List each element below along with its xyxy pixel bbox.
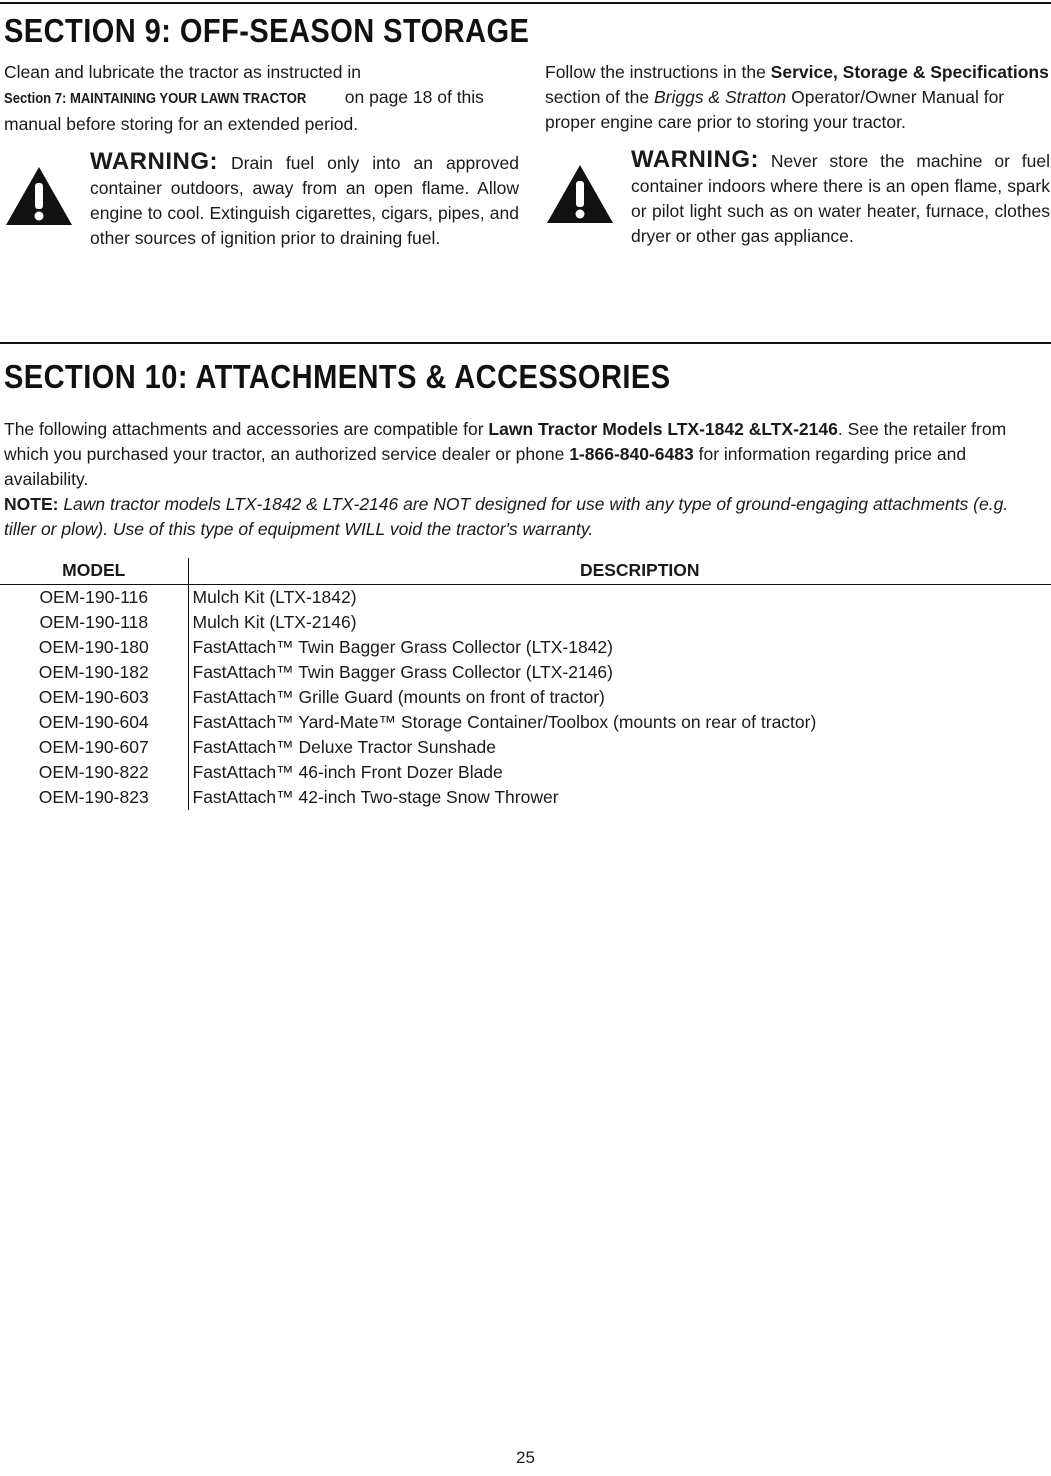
model-cell: OEM-190-182 [0,660,188,685]
section-9-title: SECTION 9: OFF-SEASON STORAGE [4,12,530,49]
table-row [0,660,1051,685]
section-7-reference: Section 7: MAINTAINING YOUR LAWN TRACTOR [4,91,307,107]
section-9-right-column [545,60,1050,249]
model-cell: OEM-190-607 [0,735,188,760]
model-cell: OEM-190-603 [0,685,188,710]
table-row [0,685,1051,710]
warning-triangle-icon [4,165,74,227]
table-row [0,710,1051,735]
description-cell: FastAttach™ Yard-Mate™ Storage Container/Toolbox (mounts on rear of tractor) [192,711,817,732]
model-cell: OEM-190-118 [0,610,188,635]
model-column-header: MODEL [0,558,188,584]
phone-number: 1-866-840-6483 [569,444,694,464]
description-cell: FastAttach™ 42-inch Two-stage Snow Thrower [192,786,559,807]
description-cell: FastAttach™ 46-inch Front Dozer Blade [192,761,503,782]
table-row [0,610,1051,635]
model-cell: OEM-190-180 [0,635,188,660]
section-9-left-column [4,60,519,251]
warning-label: WARNING: [90,148,218,175]
warning-label: WARNING: [631,146,759,173]
top-rule [0,2,1051,4]
attachments-table [0,558,1051,810]
storage-intro-paragraph: Clean and lubricate the tractor as instructed in Section 7: MAINTAINING YOUR LAWN TRACTOR on page 18 of this manual before storing for an extended period. [4,62,484,134]
description-cell: FastAttach™ Deluxe Tractor Sunshade [192,736,496,757]
table-header-row [0,558,1051,584]
description-cell: Mulch Kit (LTX-1842) [192,586,357,607]
note-paragraph: NOTE: Lawn tractor models LTX-1842 & LTX-2146 are NOT designed for use with any type of ground-engaging attachments (e.g. tiller or plow). Use of this type of equipment WILL void the tractor's warranty. [4,494,1009,539]
engine-care-paragraph: Follow the instructions in the Service, Storage & Specifications section of the Briggs & Stratton Operator/Owner Manual for proper engine care prior to storing your tractor. [545,62,1049,132]
note-label: NOTE: [4,494,59,514]
description-cell: FastAttach™ Twin Bagger Grass Collector (LTX-2146) [192,661,613,682]
section-10-body [4,417,1044,542]
table-row [0,584,1051,610]
table-row [0,785,1051,810]
table-row [0,735,1051,760]
description-cell: FastAttach™ Grille Guard (mounts on front of tractor) [192,686,605,707]
table-row [0,635,1051,660]
model-cell: OEM-190-823 [0,785,188,810]
attachments-table-body [0,584,1051,810]
model-cell: OEM-190-116 [0,584,188,610]
model-cell: OEM-190-822 [0,760,188,785]
description-cell: Mulch Kit (LTX-2146) [192,611,357,632]
description-column-header: DESCRIPTION [188,558,1051,584]
page-number: 25 [516,1448,535,1467]
section-divider-rule [0,342,1051,344]
section-10-title: SECTION 10: ATTACHMENTS & ACCESSORIES [4,358,671,395]
warning-triangle-icon [545,163,615,225]
table-row [0,760,1051,785]
model-cell: OEM-190-604 [0,710,188,735]
description-cell: FastAttach™ Twin Bagger Grass Collector (LTX-1842) [192,636,613,657]
compatibility-paragraph: The following attachments and accessories are compatible for Lawn Tractor Models LTX-1842 &LTX-2146. See the retailer from which you purchased your tractor, an authorized service dealer or phone 1-866-840-6483 for information regarding price and availability. [4,419,1007,489]
indoor-storage-warning: WARNING: Never store the machine or fuel container indoors where there is an open flame, spark or pilot light such as on water heater, furnace, clothes dryer or other gas appliance. [545,147,1050,249]
fuel-drain-warning: WARNING: Drain fuel only into an approved container outdoors, away from an open flame. Allow engine to cool. Extinguish cigarettes, cigars, pipes, and other sources of ignition prior to draining fuel. [4,149,519,251]
